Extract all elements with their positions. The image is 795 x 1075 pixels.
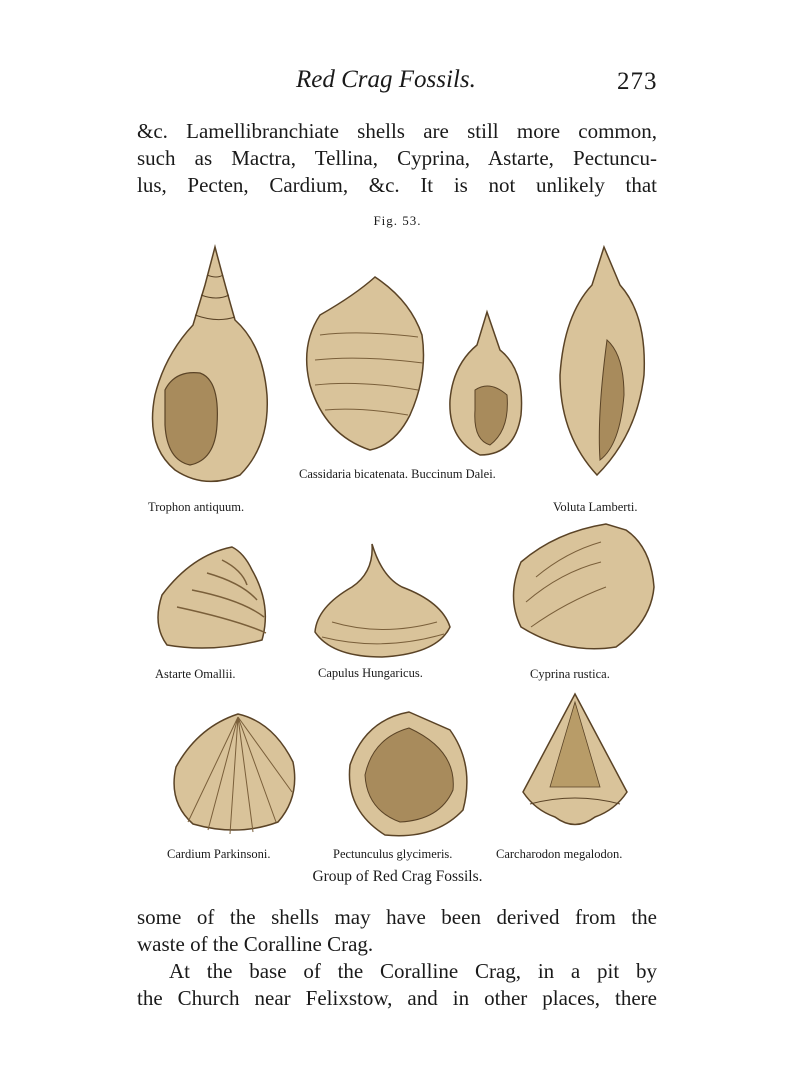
buccinum-shell-illustration [445,310,525,460]
caption-carcharodon: Carcharodon megalodon. [496,847,623,861]
caption-trophon: Trophon antiquum. [148,500,245,514]
carcharodon-tooth-illustration [520,692,630,837]
cassidaria-shell-illustration [300,275,430,455]
running-head-title: Red Crag Fossils. [296,66,476,93]
caption-astarte: Astarte Omallii. [155,667,236,681]
cyprina-shell-illustration [506,522,656,657]
caption-voluta: Voluta Lamberti. [553,500,638,514]
cardium-shell-illustration [168,712,300,837]
figure-caption: Group of Red Crag Fossils. [312,868,483,885]
text-line: waste of the Coralline Crag. [137,932,374,956]
caption-cassidaria-buccinum: Cassidaria bicatenata. Buccinum Dalei. [299,467,496,481]
text-line: &c. Lamellibranchiate shells are still more common, [137,119,657,143]
text-line: such as Mactra, Tellina, Cyprina, Astarte, Pectuncu- [137,146,657,170]
page-number: 273 [617,68,658,95]
astarte-shell-illustration [152,545,272,655]
paragraph-top [137,118,657,199]
text-line: At the base of the Coralline Crag, in a pit by [169,959,657,983]
caption-cyprina: Cyprina rustica. [530,667,610,681]
pectunculus-shell-illustration [345,710,473,840]
text-line: lus, Pecten, Cardium, &c. It is not unlikely that [137,173,657,197]
caption-pectunculus: Pectunculus glycimeris. [333,847,453,861]
caption-cardium: Cardium Parkinsoni. [167,847,271,861]
caption-capulus: Capulus Hungaricus. [318,666,423,680]
voluta-shell-illustration [552,245,652,480]
trophon-shell-illustration [145,245,275,490]
capulus-shell-illustration [312,542,452,660]
figure-label: Fig. 53. [373,213,422,228]
paragraph-bottom [137,904,657,1012]
text-line: the Church near Felixstow, and in other places, there [137,986,657,1010]
running-head [0,66,795,106]
text-line: some of the shells may have been derived from the [137,905,657,929]
